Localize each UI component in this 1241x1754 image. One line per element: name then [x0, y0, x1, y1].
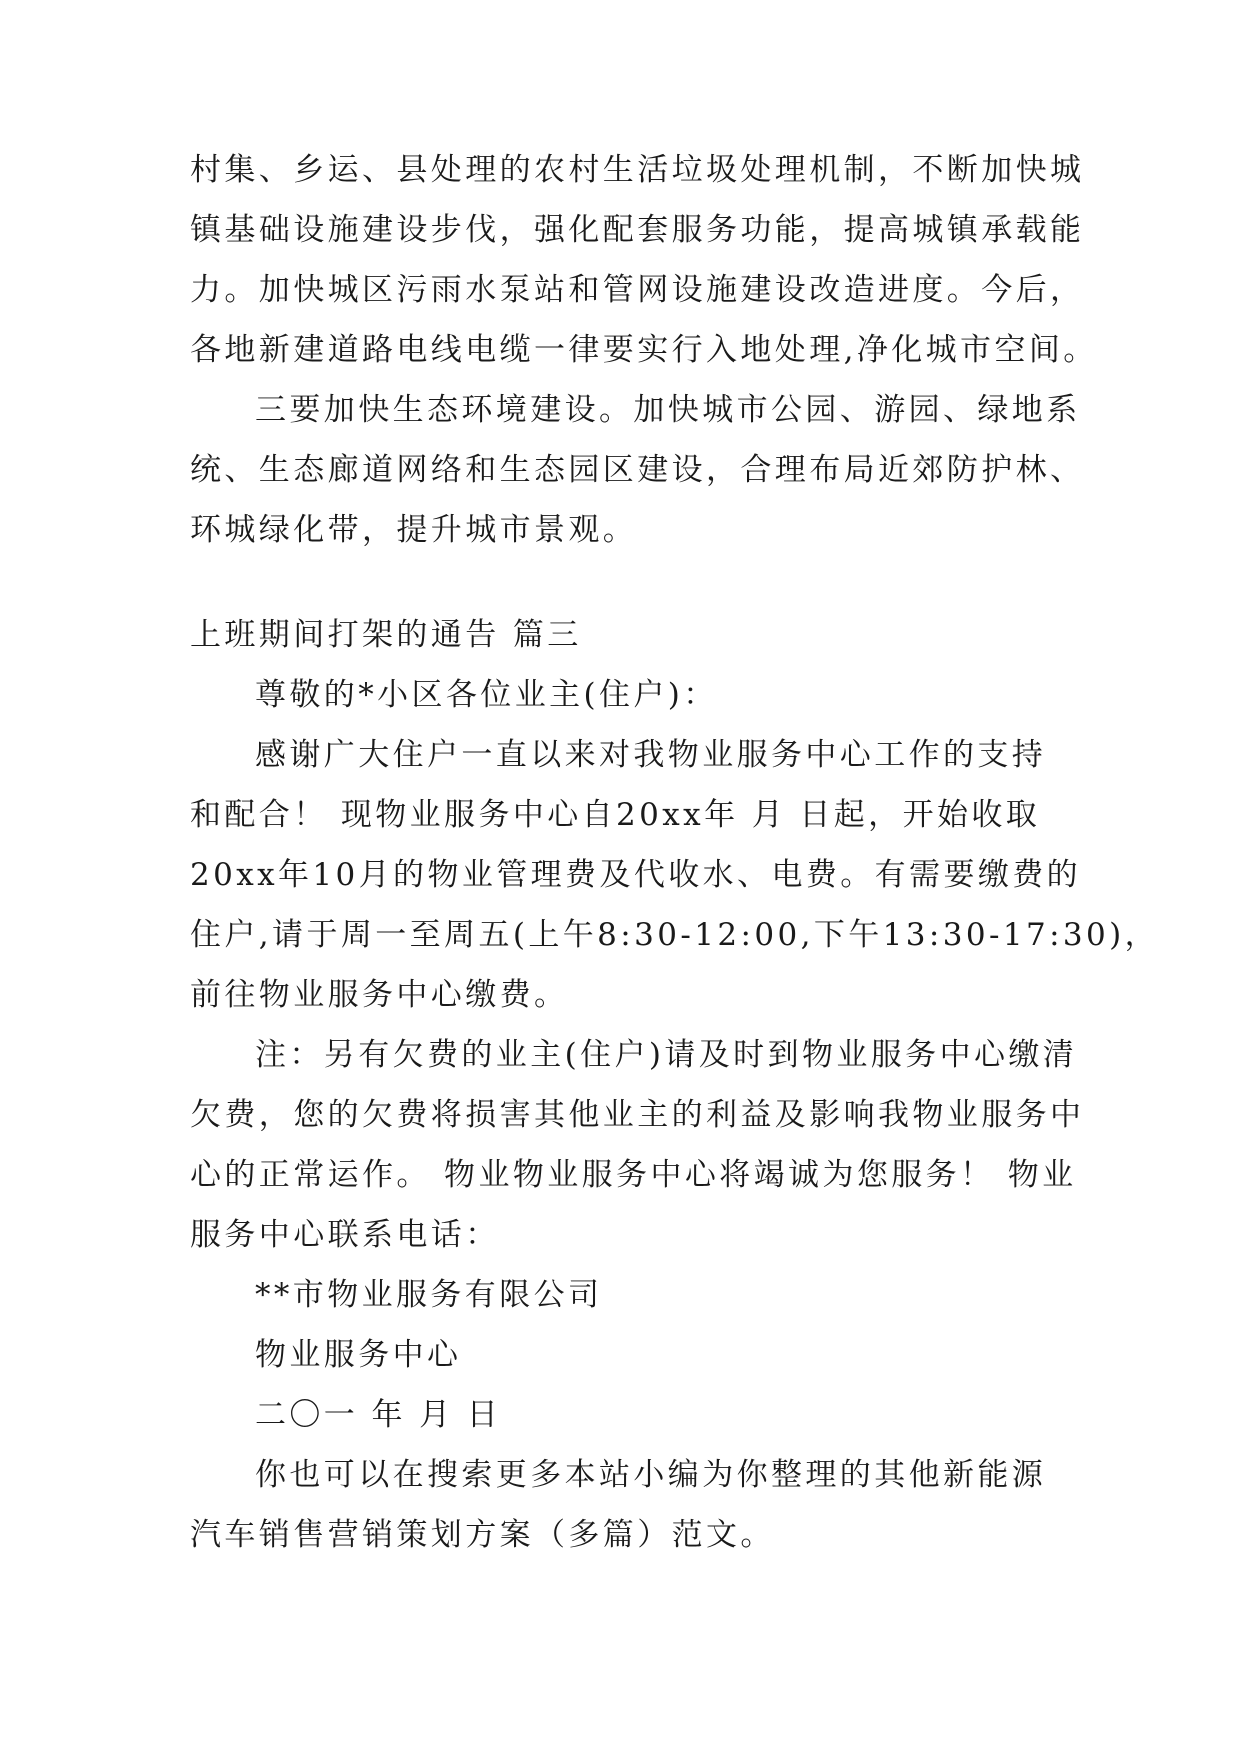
paragraph-line: 三要加快生态环境建设。加快城市公园、游园、绿地系 — [255, 392, 1081, 428]
paragraph-line: 村集、乡运、县处理的农村生活垃圾处理机制，不断加快城 — [190, 152, 1085, 188]
signature-date: 二〇一 年 月 日 — [255, 1397, 502, 1433]
paragraph-line: 力。加快城区污雨水泵站和管网设施建设改造进度。今后， — [190, 272, 1085, 308]
paragraph-line: 各地新建道路电线电缆一律要实行入地处理,净化城市空间。 — [190, 332, 1098, 368]
paragraph-line: 汽车销售营销策划方案（多篇）范文。 — [190, 1517, 775, 1553]
paragraph-line: 服务中心联系电话： — [190, 1217, 500, 1253]
paragraph-line: 前往物业服务中心缴费。 — [190, 977, 569, 1013]
section-heading: 上班期间打架的通告 篇三 — [190, 617, 582, 653]
paragraph-line: 注：另有欠费的业主(住户)请及时到物业服务中心缴清 — [255, 1037, 1078, 1073]
paragraph-line: 镇基础设施建设步伐，强化配套服务功能，提高城镇承载能 — [190, 212, 1085, 248]
paragraph-line: 20xx年10月的物业管理费及代收水、电费。有需要缴费的 — [190, 857, 1082, 893]
signature-company: **市物业服务有限公司 — [255, 1277, 603, 1313]
salutation-line: 尊敬的*小区各位业主(住户)： — [255, 677, 718, 713]
paragraph-line: 欠费，您的欠费将损害其他业主的利益及影响我物业服务中 — [190, 1097, 1085, 1133]
paragraph-line: 住户,请于周一至周五(上午8:30-12:00,下午13:30-17:30)， — [190, 917, 1160, 953]
paragraph-line: 环城绿化带，提升城市景观。 — [190, 512, 638, 548]
paragraph-line: 统、生态廊道网络和生态园区建设，合理布局近郊防护林、 — [190, 452, 1085, 488]
paragraph-line: 你也可以在搜索更多本站小编为你整理的其他新能源 — [255, 1457, 1047, 1493]
paragraph-line: 和配合！ 现物业服务中心自20xx年 月 日起，开始收取 — [190, 797, 1041, 833]
paragraph-line: 心的正常运作。 物业物业服务中心将竭诚为您服务！ 物业 — [190, 1157, 1077, 1193]
signature-department: 物业服务中心 — [255, 1337, 462, 1373]
paragraph-line: 感谢广大住户一直以来对我物业服务中心工作的支持 — [255, 737, 1047, 773]
